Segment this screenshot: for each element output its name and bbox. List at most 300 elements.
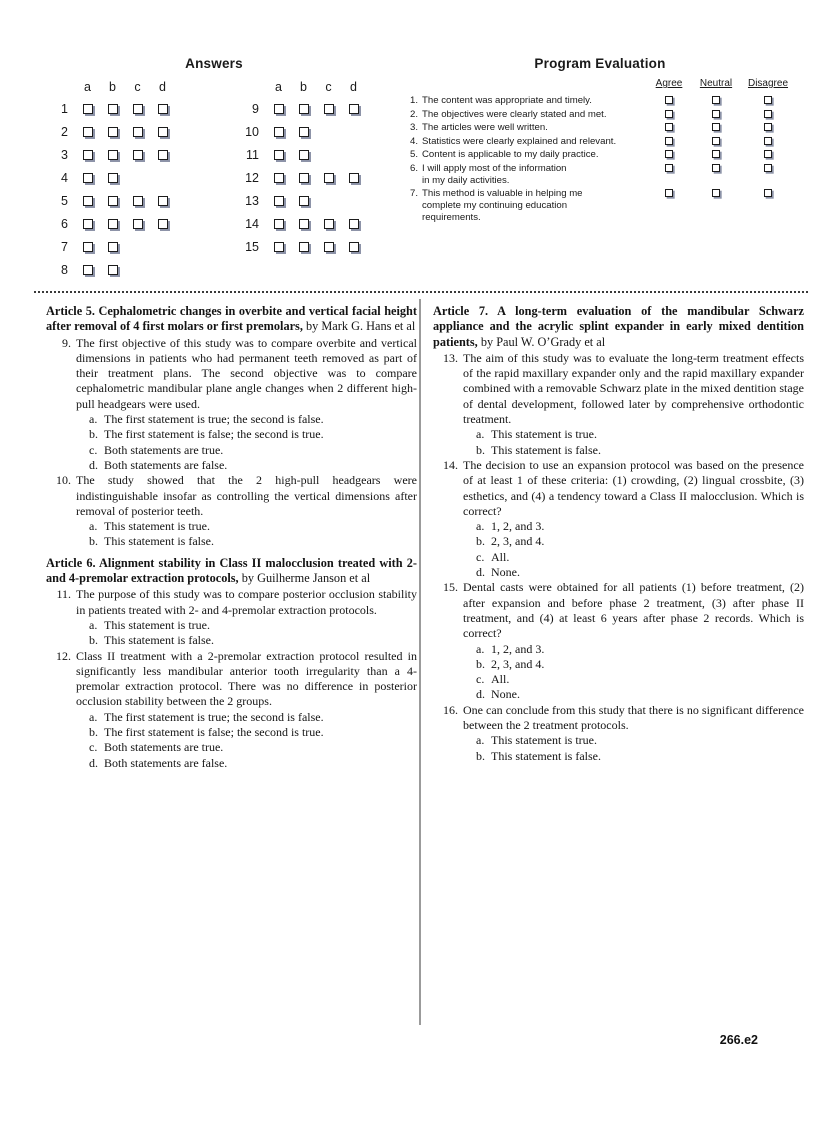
- evaluation-checkbox[interactable]: [764, 189, 772, 197]
- evaluation-checkbox[interactable]: [665, 137, 673, 145]
- answer-checkbox[interactable]: [108, 265, 118, 275]
- answer-checkbox[interactable]: [108, 173, 118, 183]
- column-letter: d: [350, 79, 357, 94]
- answer-cell: [100, 196, 125, 206]
- evaluation-checkbox[interactable]: [712, 123, 720, 131]
- question-text: The study showed that the 2 high-pull headgears were indistinguishable insofar as controlling the vertical dimensions after removal of posterior teeth.: [76, 473, 417, 518]
- answer-letters-row: [44, 78, 175, 95]
- option-text: The first statement is false; the second is true.: [104, 427, 324, 442]
- option-letter: b.: [476, 656, 485, 671]
- answer-option: [476, 550, 804, 565]
- evaluation-item-text: [422, 122, 646, 134]
- evaluation-item-number: 5.: [409, 149, 418, 160]
- article-byline: by Paul W. O’Grady et al: [477, 334, 606, 349]
- answer-option: [89, 534, 417, 549]
- evaluation-checkbox[interactable]: [764, 150, 772, 158]
- evaluation-checkbox[interactable]: [712, 137, 720, 145]
- evaluation-item: [404, 109, 796, 121]
- answer-checkbox[interactable]: [274, 219, 284, 229]
- article-heading: [46, 556, 417, 587]
- evaluation-checkbox[interactable]: [665, 164, 673, 172]
- question: [433, 458, 804, 580]
- answer-checkbox[interactable]: [83, 265, 93, 275]
- answer-checkbox[interactable]: [274, 104, 284, 114]
- option-text: This statement is true.: [491, 427, 597, 442]
- evaluation-item-number: 7.: [409, 188, 418, 199]
- evaluation-item-line: This method is valuable in helping me: [422, 188, 583, 199]
- question-number: 9.: [62, 335, 71, 350]
- evaluation-cell: [740, 109, 796, 118]
- answer-cell: [316, 173, 341, 183]
- evaluation-checkbox[interactable]: [712, 189, 720, 197]
- question-text: Class II treatment with a 2-premolar extraction protocol resulted in significantly less mandibular anterior tooth irregularity than a 4-premolar extraction protocol. There was no difference in posterior occlusion stability between the 2 groups.: [76, 648, 417, 709]
- question: [433, 580, 804, 702]
- top-section: [0, 0, 838, 281]
- evaluation-cell: [740, 122, 796, 131]
- answer-cell: [125, 104, 150, 114]
- question: [46, 649, 417, 771]
- answer-cell: [75, 127, 100, 137]
- evaluation-item-line: complete my continuing education: [422, 200, 568, 211]
- answer-option: [89, 427, 417, 442]
- answer-option: [89, 740, 417, 755]
- article-title: Article 5. Cephalometric changes in overbite and vertical facial height after removal of 4 first molars or first premolars,: [46, 304, 417, 334]
- answer-row: [235, 143, 366, 166]
- evaluation-item-number: 1.: [409, 95, 418, 106]
- answer-checkbox[interactable]: [299, 219, 309, 229]
- answer-row-number: 4: [61, 170, 68, 185]
- answer-checkbox[interactable]: [108, 242, 118, 252]
- evaluation-item: [404, 163, 796, 187]
- evaluation-cell: [740, 149, 796, 158]
- answer-option: [476, 672, 804, 687]
- option-text: Both statements are true.: [104, 740, 224, 755]
- evaluation-checkbox[interactable]: [764, 110, 772, 118]
- answer-checkbox[interactable]: [299, 173, 309, 183]
- evaluation-cell: [740, 95, 796, 104]
- option-letter: b.: [476, 442, 485, 457]
- answer-checkbox[interactable]: [299, 196, 309, 206]
- article-byline: by Mark G. Hans et al: [302, 319, 416, 334]
- option-text: The first statement is false; the second is true.: [104, 725, 324, 740]
- answer-checkbox[interactable]: [83, 173, 93, 183]
- answer-option: [476, 687, 804, 702]
- answer-checkbox[interactable]: [133, 196, 143, 206]
- answer-checkbox[interactable]: [274, 242, 284, 252]
- option-text: This statement is false.: [491, 442, 601, 457]
- question-body: [76, 336, 417, 474]
- evaluation-checkbox[interactable]: [712, 164, 720, 172]
- answer-row: [235, 189, 366, 212]
- column-letter: d: [159, 79, 166, 94]
- article-heading: [46, 304, 417, 335]
- answer-cell: [100, 242, 125, 252]
- option-text: 1, 2, and 3.: [491, 641, 545, 656]
- answer-row: [235, 97, 366, 120]
- answer-cell: [266, 173, 291, 183]
- scale-header-disagree: Disagree: [747, 78, 789, 89]
- option-text: The first statement is true; the second is false.: [104, 709, 324, 724]
- answer-row-number: 5: [61, 193, 68, 208]
- answer-option: [89, 710, 417, 725]
- answer-row: [235, 120, 366, 143]
- evaluation-cell: [646, 109, 692, 118]
- answer-cell: [100, 104, 125, 114]
- answer-checkbox[interactable]: [108, 150, 118, 160]
- answer-checkbox[interactable]: [83, 196, 93, 206]
- evaluation-item: [404, 188, 796, 224]
- question: [433, 351, 804, 458]
- answer-cell: [75, 150, 100, 160]
- question-number: 14.: [443, 457, 458, 472]
- option-letter: b.: [476, 748, 485, 763]
- answer-checkbox[interactable]: [324, 104, 334, 114]
- option-letter: d.: [89, 755, 98, 770]
- answer-checkbox[interactable]: [158, 104, 168, 114]
- answer-checkbox[interactable]: [299, 150, 309, 160]
- answer-option: [476, 565, 804, 580]
- option-letter: c.: [89, 740, 98, 755]
- option-letter: c.: [476, 672, 485, 687]
- evaluation-cell: [740, 188, 796, 197]
- answer-cell: [100, 219, 125, 229]
- article: [46, 304, 417, 550]
- answer-checkbox[interactable]: [324, 242, 334, 252]
- answer-option: [476, 642, 804, 657]
- page-number: 266.e2: [719, 1033, 758, 1047]
- answer-cell: [150, 104, 175, 114]
- answer-option: [89, 618, 417, 633]
- evaluation-checkbox[interactable]: [665, 123, 673, 131]
- evaluation-cell: [740, 163, 796, 172]
- option-letter: b.: [89, 427, 98, 442]
- answer-row-number: 3: [61, 147, 68, 162]
- evaluation-checkbox[interactable]: [712, 110, 720, 118]
- evaluation-item: [404, 149, 796, 161]
- answers-column-9-15: [235, 78, 366, 281]
- answer-cell: [341, 242, 366, 252]
- question-number: 15.: [443, 580, 458, 595]
- option-text: This statement is false.: [104, 633, 214, 648]
- question-text: The first objective of this study was to compare overbite and vertical dimensions in patients who had permanent teeth removed as part of their treatment plans. The second objective was to compare cephalometric mandibular plane angle changes when 2 different high-pull headgears were used.: [76, 335, 417, 411]
- question: [46, 587, 417, 648]
- answer-checkbox[interactable]: [299, 127, 309, 137]
- option-text: This statement is true.: [104, 617, 210, 632]
- articles-right-column: [433, 304, 804, 1027]
- articles-left-column: [46, 304, 417, 1027]
- evaluation-item-number: 2.: [409, 108, 418, 120]
- answer-row: [44, 212, 175, 235]
- option-text: 1, 2, and 3.: [491, 519, 545, 534]
- answer-row: [235, 166, 366, 189]
- evaluation-cell: [692, 149, 740, 158]
- answer-cell: [341, 104, 366, 114]
- answer-checkbox[interactable]: [108, 196, 118, 206]
- answer-checkbox[interactable]: [158, 127, 168, 137]
- answers-column-1-8: [44, 78, 175, 281]
- question-body: [76, 473, 417, 549]
- evaluation-checkbox[interactable]: [665, 96, 673, 104]
- evaluation-item: [404, 95, 796, 107]
- option-letter: c.: [476, 549, 485, 564]
- answer-checkbox[interactable]: [83, 219, 93, 229]
- option-text: None.: [491, 687, 520, 702]
- answer-checkbox[interactable]: [274, 173, 284, 183]
- answer-cell: [75, 196, 100, 206]
- answer-cell: [291, 242, 316, 252]
- option-text: Both statements are false.: [104, 755, 228, 770]
- answers-title: Answers: [185, 56, 243, 71]
- answers-section: [36, 56, 392, 281]
- answer-row: [235, 235, 366, 258]
- evaluation-cell: [692, 95, 740, 104]
- answer-option: [89, 458, 417, 473]
- evaluation-item-text: [422, 149, 646, 161]
- evaluation-items: [404, 95, 796, 224]
- evaluation-checkbox[interactable]: [712, 96, 720, 104]
- option-letter: b.: [89, 534, 98, 549]
- answer-cell: [100, 265, 125, 275]
- evaluation-checkbox[interactable]: [665, 189, 673, 197]
- evaluation-item-line: Content is applicable to my daily practice.: [422, 149, 599, 160]
- evaluation-item-line: The objectives were clearly stated and met.: [422, 108, 607, 120]
- answer-cell: [150, 196, 175, 206]
- answer-cell: [316, 104, 341, 114]
- answer-row-number: 13: [245, 193, 259, 208]
- evaluation-item-line: Statistics were clearly explained and relevant.: [422, 135, 617, 147]
- answer-row-number: 10: [245, 124, 259, 139]
- option-letter: b.: [476, 534, 485, 549]
- answer-row: [44, 97, 175, 120]
- question-text: The purpose of this study was to compare posterior occlusion stability in patients treated with 2- and 4-premolar extraction protocols.: [76, 587, 417, 617]
- evaluation-cell: [646, 163, 692, 172]
- answer-cell: [266, 196, 291, 206]
- evaluation-cell: [692, 188, 740, 197]
- option-text: This statement is true.: [104, 519, 210, 534]
- answer-option: [89, 519, 417, 534]
- answer-cell: [291, 219, 316, 229]
- answer-cell: [125, 127, 150, 137]
- answer-checkbox[interactable]: [158, 196, 168, 206]
- evaluation-checkbox[interactable]: [764, 96, 772, 104]
- evaluation-item: [404, 136, 796, 148]
- evaluation-item-number: 3.: [409, 122, 418, 133]
- answer-checkbox[interactable]: [349, 219, 359, 229]
- answer-checkbox[interactable]: [324, 219, 334, 229]
- evaluation-item-text: [422, 163, 646, 187]
- answer-cell: [125, 196, 150, 206]
- evaluation-item: [404, 122, 796, 134]
- option-letter: b.: [89, 725, 98, 740]
- option-letter: a.: [476, 733, 485, 748]
- evaluation-item-number: 4.: [409, 135, 418, 147]
- answer-checkbox[interactable]: [349, 173, 359, 183]
- answer-checkbox[interactable]: [299, 242, 309, 252]
- question-text: The aim of this study was to evaluate the long-term treatment effects of the rapid maxillary expander only and the rapid maxillary expander combined with a removable Schwarz plate in the mixed dentition stage of dental development, followed later by comprehensive orthodontic treatment.: [463, 350, 804, 427]
- option-text: This statement is false.: [491, 748, 601, 763]
- answer-cell: [125, 150, 150, 160]
- evaluation-checkbox[interactable]: [764, 137, 772, 145]
- answer-option: [476, 534, 804, 549]
- answer-cell: [341, 219, 366, 229]
- answer-row-number: 7: [61, 239, 68, 254]
- answer-row: [44, 235, 175, 258]
- answer-cell: [266, 104, 291, 114]
- option-letter: c.: [89, 442, 98, 457]
- answer-cell: [150, 150, 175, 160]
- answer-checkbox[interactable]: [108, 127, 118, 137]
- answer-checkbox[interactable]: [133, 219, 143, 229]
- question-number: 13.: [443, 350, 458, 365]
- evaluation-item-text: [422, 136, 646, 148]
- option-letter: d.: [476, 687, 485, 702]
- answer-checkbox[interactable]: [274, 127, 284, 137]
- article-byline: by Guilherme Janson et al: [238, 571, 371, 586]
- answer-checkbox[interactable]: [349, 104, 359, 114]
- option-letter: b.: [89, 633, 98, 648]
- question-body: [463, 703, 804, 764]
- answer-cell: [266, 219, 291, 229]
- answer-cell: [75, 265, 100, 275]
- question-body: [76, 587, 417, 648]
- answer-checkbox[interactable]: [158, 150, 168, 160]
- evaluation-checkbox[interactable]: [712, 150, 720, 158]
- answer-cell: [266, 150, 291, 160]
- answer-option: [89, 412, 417, 427]
- answer-checkbox[interactable]: [108, 219, 118, 229]
- option-letter: a.: [89, 709, 98, 724]
- answer-row-number: 14: [245, 216, 259, 231]
- program-evaluation-section: [404, 56, 796, 281]
- option-text: 2, 3, and 4.: [491, 656, 545, 671]
- option-letter: a.: [476, 427, 485, 442]
- answer-checkbox[interactable]: [274, 150, 284, 160]
- answer-checkbox[interactable]: [133, 104, 143, 114]
- answer-checkbox[interactable]: [133, 150, 143, 160]
- answer-checkbox[interactable]: [324, 173, 334, 183]
- evaluation-checkbox[interactable]: [665, 110, 673, 118]
- answer-checkbox[interactable]: [83, 127, 93, 137]
- evaluation-cell: [646, 136, 692, 145]
- answer-option: [476, 749, 804, 764]
- answer-checkbox[interactable]: [274, 196, 284, 206]
- answer-checkbox[interactable]: [83, 150, 93, 160]
- answer-checkbox[interactable]: [83, 104, 93, 114]
- option-text: Both statements are false.: [104, 457, 228, 472]
- scale-header-neutral: Neutral: [699, 78, 733, 89]
- evaluation-item-line: requirements.: [422, 212, 481, 223]
- answer-cell: [341, 173, 366, 183]
- option-text: Both statements are true.: [104, 442, 224, 457]
- answer-row-number: 6: [61, 216, 68, 231]
- question-body: [463, 580, 804, 702]
- answer-checkbox[interactable]: [83, 242, 93, 252]
- article-title: Article 7. A long-term evaluation of the mandibular Schwarz appliance and the acrylic splint expander in early mixed dentition patients,: [433, 304, 804, 349]
- answer-cell: [316, 242, 341, 252]
- answer-row: [44, 189, 175, 212]
- evaluation-cell: [646, 188, 692, 197]
- option-text: All.: [491, 672, 510, 687]
- question-text: Dental casts were obtained for all patients (1) before treatment, (2) after expansion and before phase 2 treatment, (3) after phase II treatment, and (4) at least 6 years after phase 2 records. Which is correct?: [463, 580, 804, 641]
- answer-cell: [266, 242, 291, 252]
- answer-option: [476, 733, 804, 748]
- evaluation-item-line: in my daily activities.: [422, 174, 510, 186]
- question-body: [463, 351, 804, 458]
- evaluation-cell: [692, 136, 740, 145]
- option-letter: d.: [476, 565, 485, 580]
- evaluation-item-text: [422, 95, 646, 107]
- answer-option: [476, 443, 804, 458]
- evaluation-header-spacer: [404, 78, 646, 89]
- option-letter: a.: [89, 519, 98, 534]
- answer-cell: [125, 219, 150, 229]
- evaluation-checkbox[interactable]: [665, 150, 673, 158]
- evaluation-cell: [740, 136, 796, 145]
- answer-cell: [291, 150, 316, 160]
- answer-row-number: 8: [61, 262, 68, 277]
- answer-row: [44, 258, 175, 281]
- answer-checkbox[interactable]: [108, 104, 118, 114]
- answer-row-number: 12: [245, 170, 259, 185]
- program-evaluation-title: Program Evaluation: [534, 56, 666, 71]
- answer-row: [44, 120, 175, 143]
- evaluation-item-number: 6.: [409, 162, 418, 174]
- option-text: All.: [491, 549, 510, 564]
- answer-cell: [291, 196, 316, 206]
- evaluation-checkbox[interactable]: [764, 123, 772, 131]
- article-title: Article 6. Alignment stability in Class II malocclusion treated with 2- and 4-premolar extraction protocols,: [46, 555, 417, 586]
- question-text: One can conclude from this study that there is no significant difference between the 2 treatment protocols.: [463, 702, 804, 733]
- answer-cell: [100, 173, 125, 183]
- answer-cell: [100, 127, 125, 137]
- question: [46, 336, 417, 474]
- evaluation-item-text: [422, 109, 646, 121]
- answer-cell: [75, 219, 100, 229]
- evaluation-cell: [692, 163, 740, 172]
- page-footer: [0, 1033, 838, 1047]
- option-text: This statement is false.: [104, 534, 214, 549]
- evaluation-item-line: The content was appropriate and timely.: [422, 95, 592, 106]
- answer-cell: [100, 150, 125, 160]
- question-body: [463, 458, 804, 580]
- answer-checkbox[interactable]: [349, 242, 359, 252]
- option-letter: a.: [476, 519, 485, 534]
- answer-cell: [75, 104, 100, 114]
- evaluation-cell: [692, 109, 740, 118]
- answer-cell: [316, 219, 341, 229]
- column-letter: b: [300, 79, 307, 94]
- answer-cell: [75, 242, 100, 252]
- scale-header-agree: Agree: [655, 78, 683, 89]
- answer-cell: [266, 127, 291, 137]
- answer-option: [89, 725, 417, 740]
- question-number: 10.: [56, 473, 71, 488]
- option-text: This statement is true.: [491, 733, 597, 748]
- article: [433, 304, 804, 764]
- answer-row-number: 2: [61, 124, 68, 139]
- answer-option: [476, 427, 804, 442]
- answer-checkbox[interactable]: [299, 104, 309, 114]
- evaluation-item-line: I will apply most of the information: [422, 162, 567, 174]
- column-letter: c: [325, 79, 332, 94]
- answer-row-number: 11: [246, 147, 259, 162]
- answer-checkbox[interactable]: [158, 219, 168, 229]
- answer-row-number: 15: [245, 239, 259, 254]
- evaluation-item-text: [422, 188, 646, 224]
- articles-section: [0, 293, 838, 1027]
- evaluation-checkbox[interactable]: [764, 164, 772, 172]
- answer-checkbox[interactable]: [133, 127, 143, 137]
